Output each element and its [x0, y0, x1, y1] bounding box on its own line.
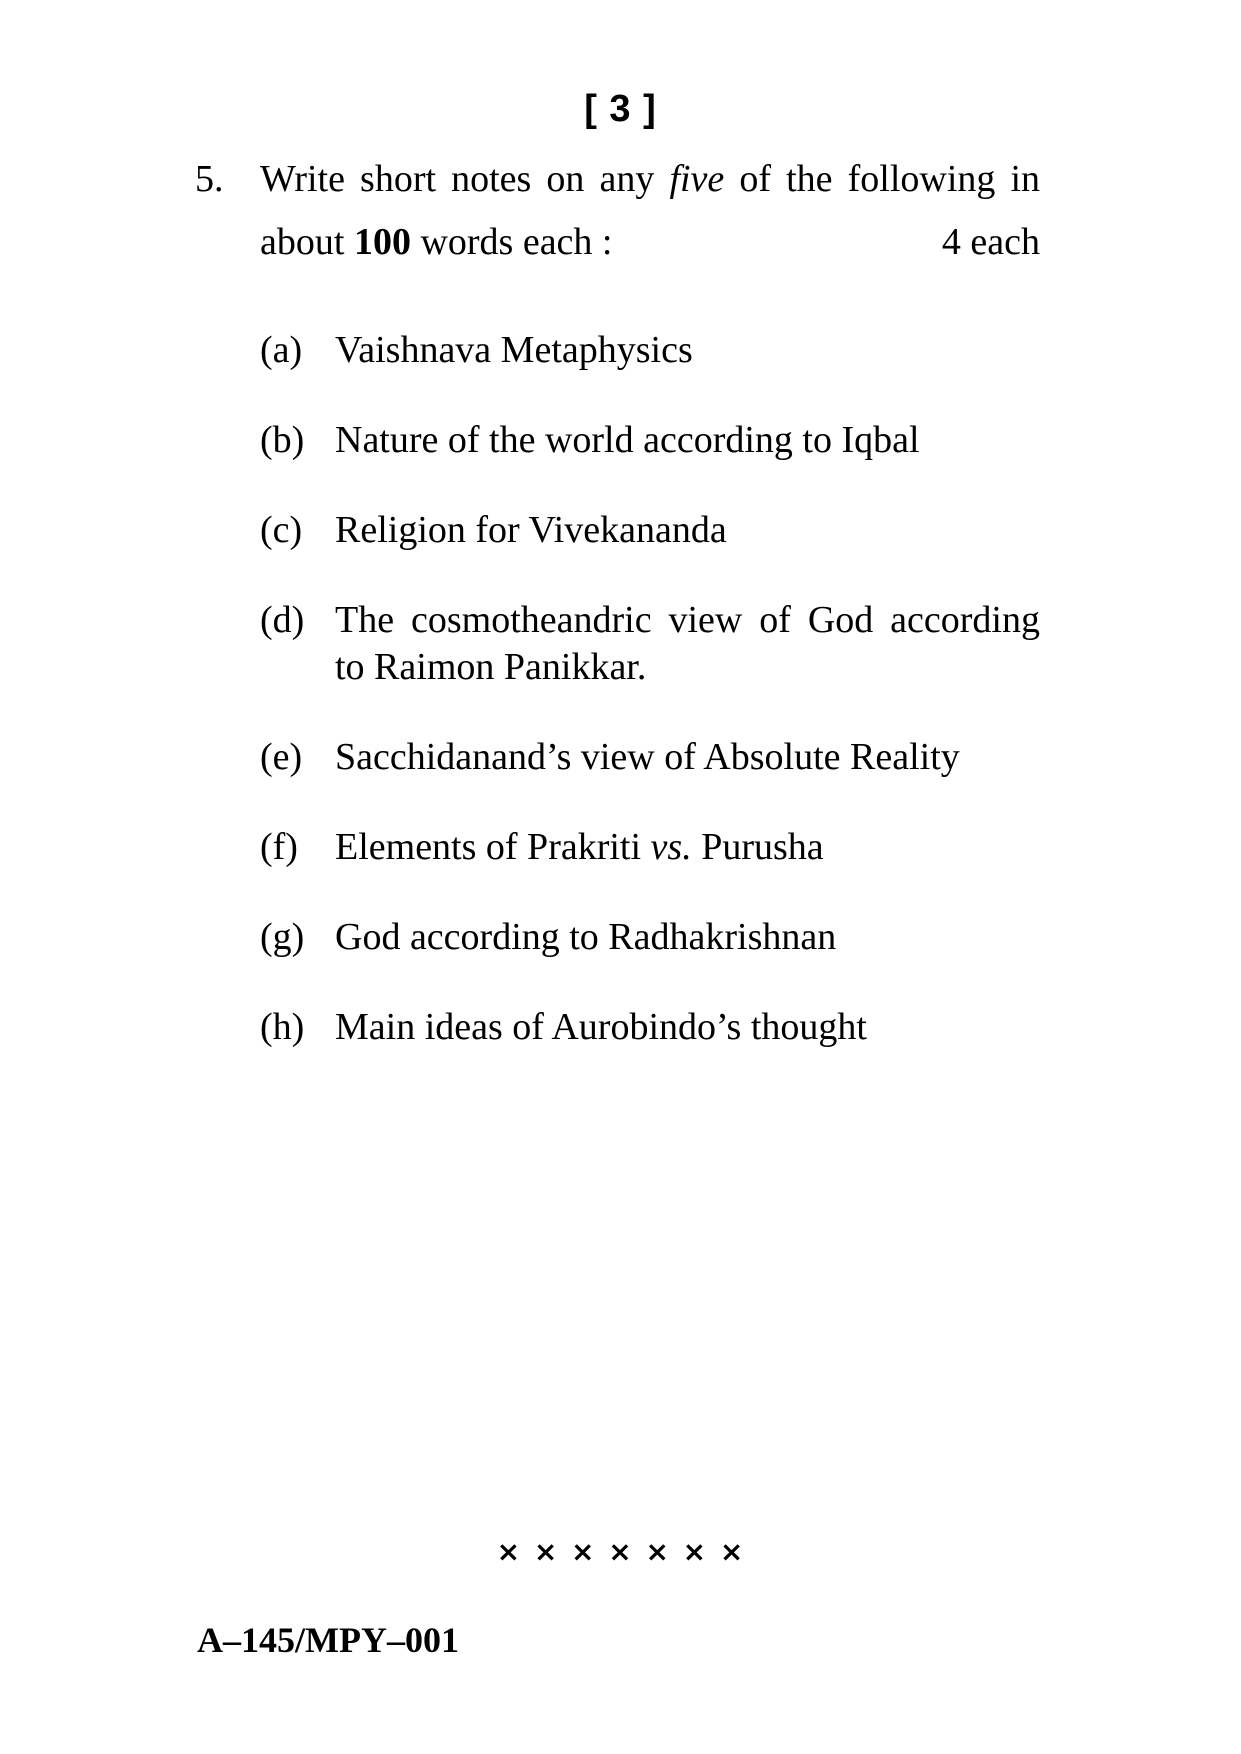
- item-text: God according to Radhakrishnan: [335, 916, 837, 958]
- item-label: (d): [260, 599, 305, 641]
- page-number: [ 3 ]: [584, 88, 657, 130]
- list-item-b: [260, 421, 1040, 459]
- item-text-segment: Purusha: [701, 826, 824, 868]
- item-text: Main ideas of Aurobindo’s thought: [335, 1006, 867, 1048]
- marks-label: 4 each: [941, 221, 1040, 263]
- item-label: (b): [260, 419, 305, 461]
- item-label: (g): [260, 916, 305, 958]
- list-item-d: [260, 601, 1040, 686]
- list-item-c: [260, 511, 1040, 549]
- question-italic-word: five: [669, 158, 725, 200]
- item-text: Vaishnava Metaphysics: [335, 329, 693, 371]
- item-text: Religion for Vivekananda: [335, 509, 727, 551]
- list-item-h: [260, 1008, 1040, 1046]
- question-text-line-2: [260, 223, 1040, 261]
- question-number: 5.: [195, 158, 224, 200]
- item-label: (e): [260, 736, 303, 778]
- item-label: (c): [260, 509, 303, 551]
- item-italic-word: vs.: [650, 826, 692, 868]
- question-text-segment: Write short notes on any: [260, 158, 655, 200]
- item-text: Nature of the world according to Iqbal: [335, 419, 920, 461]
- question-text-segment: of the following in: [739, 158, 1041, 200]
- paper-code-footer: A–145/MPY–001: [197, 1620, 459, 1660]
- question-bold-number: 100: [353, 221, 411, 263]
- item-text-line-1: The cosmotheandric view of God according: [335, 599, 1040, 641]
- item-label: (h): [260, 1006, 305, 1048]
- sub-question-list: [260, 331, 1040, 1098]
- question-text-segment: words each :: [420, 221, 613, 263]
- list-item-a: [260, 331, 1040, 369]
- list-item-e: [260, 738, 1040, 776]
- item-text: [335, 601, 1040, 686]
- question-text-line-1: [260, 160, 1040, 198]
- end-of-paper-marks: × × × × × × ×: [496, 1535, 745, 1568]
- list-item-g: [260, 918, 1040, 956]
- question-line-2-text: [260, 223, 612, 261]
- item-text-line-2: to Raimon Panikkar.: [335, 646, 647, 688]
- item-label: (a): [260, 329, 303, 371]
- item-text-segment: Elements of Prakriti: [335, 826, 642, 868]
- question-text-segment: about: [260, 221, 345, 263]
- item-text: Sacchidanand’s view of Absolute Reality: [335, 736, 960, 778]
- question-5-row: [195, 160, 1040, 198]
- item-label: (f): [260, 826, 298, 868]
- item-text: [335, 828, 1040, 866]
- list-item-f: [260, 828, 1040, 866]
